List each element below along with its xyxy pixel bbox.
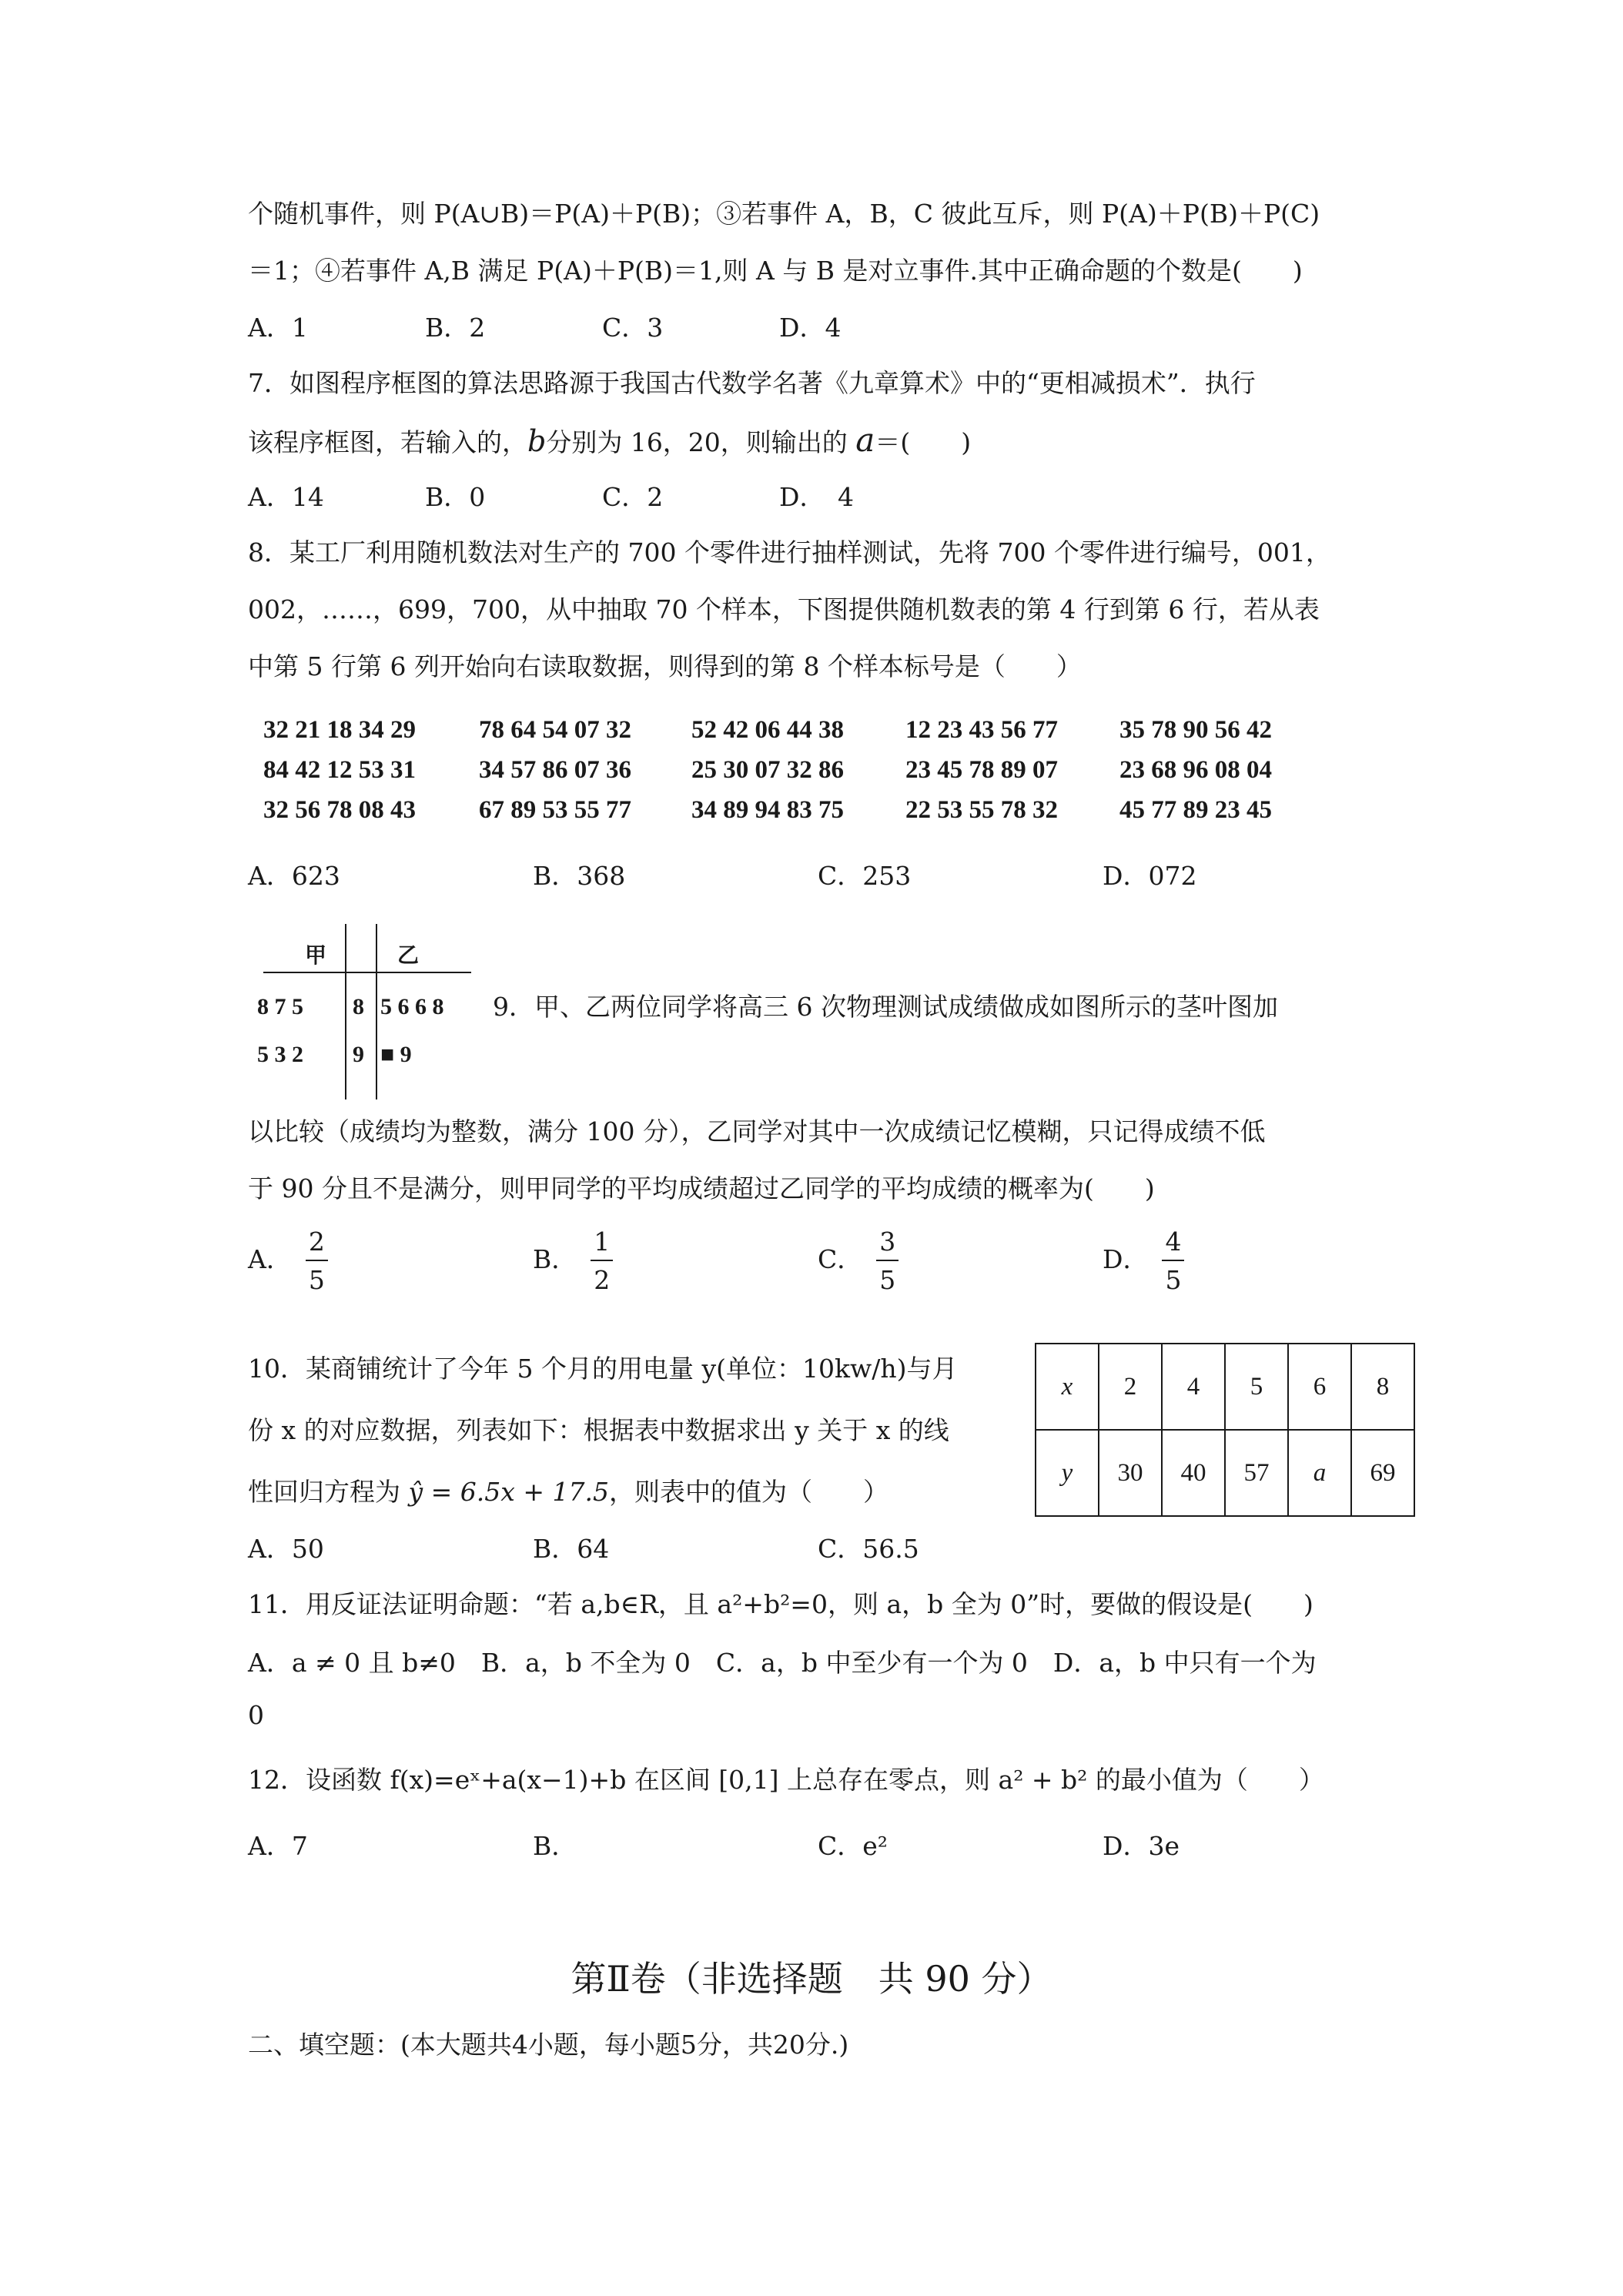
q10-option-a: A．50 bbox=[248, 1534, 324, 1564]
q10-line-1: 10．某商铺统计了今年 5 个月的用电量 y(单位：10kw/h)与月 bbox=[248, 1354, 958, 1384]
section-subtitle: 二、填空题：(本大题共4小题，每小题5分，共20分.) bbox=[248, 2030, 849, 2060]
q6-option-d: D．4 bbox=[779, 313, 842, 343]
q6-option-b: B．2 bbox=[425, 313, 486, 343]
stem-leaf-divider-right bbox=[376, 924, 377, 1099]
q8-option-b: B．368 bbox=[533, 861, 626, 891]
rnd-r3c5: 45 77 89 23 45 bbox=[1119, 796, 1272, 824]
q7-option-a: A．14 bbox=[248, 482, 324, 512]
stem-row1-left: 8 7 5 bbox=[257, 994, 303, 1019]
q7-line-2a: 该程序框图，若输入的， bbox=[248, 427, 527, 457]
q12-option-b: B． bbox=[533, 1831, 577, 1861]
q6-option-c: C．3 bbox=[602, 313, 664, 343]
table-cell: a bbox=[1288, 1430, 1351, 1516]
q8-line-2: 002，……，699，700，从中抽取 70 个样本，下图提供随机数表的第 4 行到第 6 行，若从表 bbox=[248, 594, 1320, 624]
table-cell: 5 bbox=[1225, 1344, 1288, 1430]
q8-line-3: 中第 5 行第 6 列开始向右读取数据，则得到的第 8 个样本标号是（ ） bbox=[248, 651, 1082, 681]
stem-leaf-divider-left bbox=[345, 924, 346, 1099]
table-row bbox=[1036, 1344, 1414, 1430]
q9-option-d-label: D． bbox=[1103, 1244, 1149, 1274]
q8-option-d: D．072 bbox=[1103, 861, 1197, 891]
rnd-r2c1: 84 42 12 53 31 bbox=[263, 756, 416, 784]
rnd-r3c2: 67 89 53 55 77 bbox=[479, 796, 631, 824]
stem-header-right: 乙 bbox=[397, 944, 420, 968]
q9-option-b-num: 1 bbox=[591, 1227, 613, 1261]
q9-line-3: 于 90 分且不是满分，则甲同学的平均成绩超过乙同学的平均成绩的概率为( ) bbox=[248, 1173, 1155, 1203]
table-cell: 40 bbox=[1162, 1430, 1225, 1516]
rnd-r3c3: 34 89 94 83 75 bbox=[691, 796, 844, 824]
stem-row1-right: 5 6 6 8 bbox=[380, 994, 444, 1019]
table-cell: 69 bbox=[1351, 1430, 1414, 1516]
q9-option-a-label: A． bbox=[248, 1244, 292, 1274]
q9-option-b bbox=[533, 1227, 613, 1295]
q7-line-1: 7．如图程序框图的算法思路源于我国古代数学名著《九章算术》中的“更相减损术”．执行 bbox=[248, 368, 1256, 398]
q9-option-c-label: C． bbox=[818, 1244, 863, 1274]
rnd-r1c5: 35 78 90 56 42 bbox=[1119, 716, 1272, 744]
q6-line-1: 个随机事件，则 P(A∪B)＝P(A)＋P(B)；③若事件 A，B，C 彼此互斥，则 P(A)＋P(B)＋P(C) bbox=[248, 199, 1320, 229]
q9-option-b-fraction bbox=[591, 1227, 613, 1295]
table-row bbox=[1036, 1430, 1414, 1516]
rnd-r3c4: 22 53 55 78 32 bbox=[905, 796, 1058, 824]
q12-option-c: C．e² bbox=[818, 1831, 888, 1861]
rnd-r2c2: 34 57 86 07 36 bbox=[479, 756, 631, 784]
q12-option-a: A．7 bbox=[248, 1831, 308, 1861]
stem-row2-stem: 9 bbox=[353, 1042, 364, 1067]
q9-option-b-label: B． bbox=[533, 1244, 577, 1274]
q9-option-b-den: 2 bbox=[594, 1265, 611, 1295]
q9-line-1: 9．甲、乙两位同学将高三 6 次物理测试成绩做成如图所示的茎叶图加 bbox=[493, 992, 1278, 1022]
stem-row1-stem: 8 bbox=[353, 994, 364, 1019]
q9-option-d bbox=[1103, 1227, 1184, 1295]
q7-option-d: D． 4 bbox=[779, 482, 854, 512]
table-cell: x bbox=[1036, 1344, 1099, 1430]
q9-option-c-fraction bbox=[876, 1227, 899, 1295]
stem-header-left: 甲 bbox=[305, 944, 327, 968]
q9-option-c bbox=[818, 1227, 899, 1295]
q7-option-b: B．0 bbox=[425, 482, 486, 512]
q10-line-3a: 性回归方程为 bbox=[248, 1477, 409, 1507]
table-cell: 57 bbox=[1225, 1430, 1288, 1516]
q7-line-2 bbox=[248, 423, 971, 460]
q9-option-d-den: 5 bbox=[1165, 1265, 1182, 1295]
stem-row2-right: ■ 9 bbox=[380, 1042, 412, 1067]
q11-line-1: 11．用反证法证明命题：“若 a,b∈R，且 a²+b²=0，则 a，b 全为 0”时，要做的假设是( ) bbox=[248, 1589, 1313, 1619]
q12-line-1: 12．设函数 f(x)=eˣ+a(x−1)+b 在区间 [0,1] 上总存在零点，则 a² + b² 的最小值为（ ） bbox=[248, 1765, 1324, 1795]
rnd-r1c4: 12 23 43 56 77 bbox=[905, 716, 1058, 744]
q12-option-d: D．3e bbox=[1103, 1831, 1180, 1861]
q7-var-b: b bbox=[527, 424, 547, 458]
q8-line-1: 8．某工厂利用随机数法对生产的 700 个零件进行抽样测试，先将 700 个零件进行编号，001， bbox=[248, 537, 1331, 567]
rnd-r3c1: 32 56 78 08 43 bbox=[263, 796, 416, 824]
q10-option-b: B．64 bbox=[533, 1534, 610, 1564]
q7-var-a: a bbox=[855, 421, 875, 459]
q6-line-2: ＝1；④若事件 A,B 满足 P(A)＋P(B)＝1,则 A 与 B 是对立事件.其中正确命题的个数是( ) bbox=[248, 256, 1303, 286]
q9-option-a-den: 5 bbox=[308, 1265, 325, 1295]
rnd-r2c5: 23 68 96 08 04 bbox=[1119, 756, 1272, 784]
q9-option-d-num: 4 bbox=[1162, 1227, 1184, 1261]
rnd-r2c4: 23 45 78 89 07 bbox=[905, 756, 1058, 784]
table-cell: 8 bbox=[1351, 1344, 1414, 1430]
rnd-r1c1: 32 21 18 34 29 bbox=[263, 716, 416, 744]
q8-option-c: C．253 bbox=[818, 861, 912, 891]
section-title: 第Ⅱ卷（非选择题 共 90 分） bbox=[571, 1958, 1052, 2000]
q9-option-d-fraction bbox=[1162, 1227, 1184, 1295]
stem-leaf-header-rule bbox=[263, 972, 471, 973]
q7-option-c: C．2 bbox=[602, 482, 664, 512]
q9-option-c-den: 5 bbox=[879, 1265, 896, 1295]
q10-option-c: C．56.5 bbox=[818, 1534, 919, 1564]
q10-data-table bbox=[1035, 1343, 1415, 1517]
q10-line-2: 份 x 的对应数据，列表如下：根据表中数据求出 y 关于 x 的线 bbox=[248, 1415, 949, 1445]
q9-option-a-num: 2 bbox=[306, 1227, 328, 1261]
rnd-r1c2: 78 64 54 07 32 bbox=[479, 716, 631, 744]
q9-option-a-fraction bbox=[306, 1227, 328, 1295]
q11-line-3: 0 bbox=[248, 1700, 264, 1730]
q10-line-3 bbox=[248, 1475, 888, 1509]
table-cell: 4 bbox=[1162, 1344, 1225, 1430]
q8-option-a: A．623 bbox=[248, 861, 340, 891]
q10-regression-equation: ŷ = 6.5x + 17.5 bbox=[408, 1477, 609, 1507]
table-cell: 30 bbox=[1099, 1430, 1162, 1516]
q9-option-a bbox=[248, 1227, 328, 1295]
table-cell: 2 bbox=[1099, 1344, 1162, 1430]
q11-line-2: A．a ≠ 0 且 b≠0 B．a，b 不全为 0 C．a，b 中至少有一个为 0 D．a，b 中只有一个为 bbox=[248, 1648, 1317, 1678]
q6-option-a: A．1 bbox=[248, 313, 308, 343]
rnd-r2c3: 25 30 07 32 86 bbox=[691, 756, 844, 784]
q9-option-c-num: 3 bbox=[876, 1227, 899, 1261]
table-cell: 6 bbox=[1288, 1344, 1351, 1430]
stem-row2-left: 5 3 2 bbox=[257, 1042, 303, 1067]
rnd-r1c3: 52 42 06 44 38 bbox=[691, 716, 844, 744]
table-cell: y bbox=[1036, 1430, 1099, 1516]
q7-line-2e: ＝( ) bbox=[875, 427, 972, 457]
q9-line-2: 以比较（成绩均为整数，满分 100 分），乙同学对其中一次成绩记忆模糊，只记得成绩不低 bbox=[248, 1116, 1266, 1146]
q7-line-2c: 分别为 16，20，则输出的 bbox=[546, 427, 856, 457]
q10-line-3c: ，则表中的值为（ ） bbox=[608, 1477, 888, 1507]
